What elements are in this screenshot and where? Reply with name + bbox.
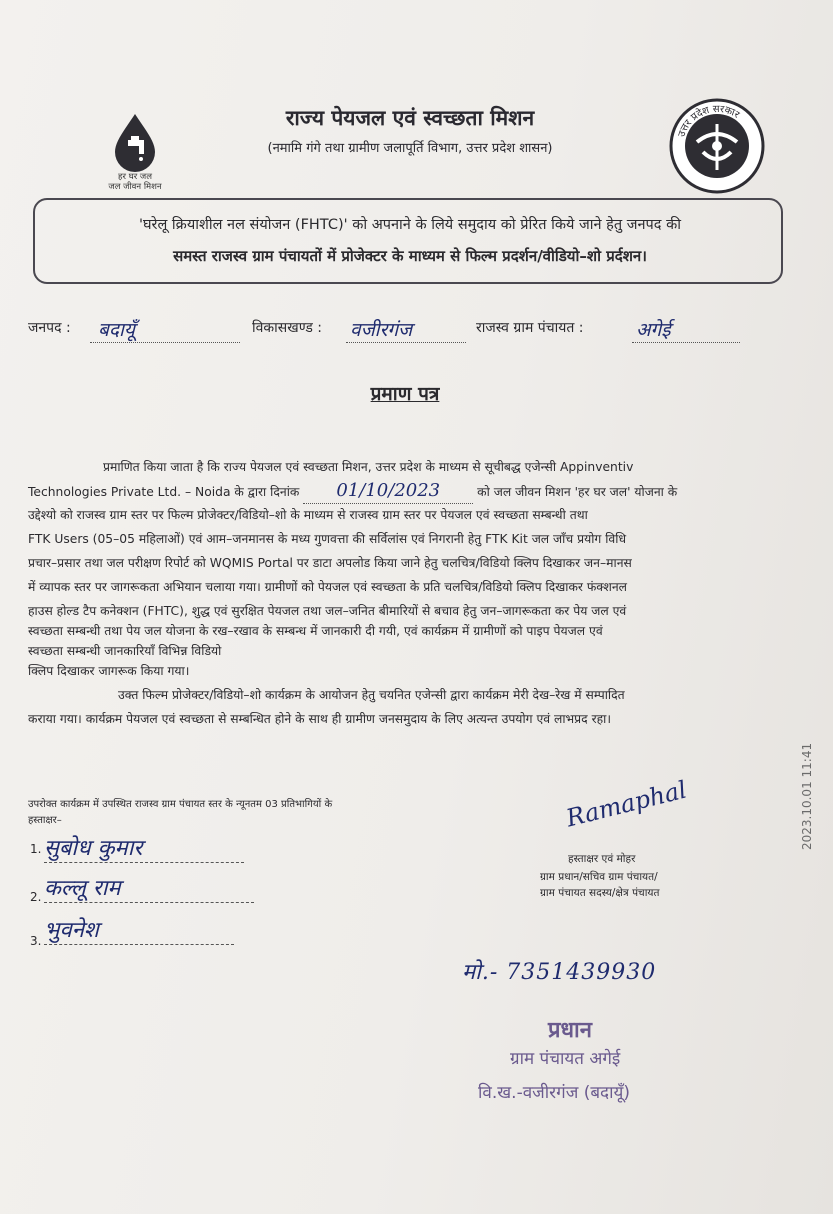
participant-signature: भुवनेश (44, 914, 234, 945)
participant-number: 1. (30, 842, 42, 856)
participant-signature: कल्लू राम (44, 872, 254, 903)
banner-line-1: 'घरेलू क्रियाशील नल संयोजन (FHTC)' को अपनाने के लिये समुदाय को प्रेरित किये जाने हेतु जनपद की (139, 217, 681, 233)
body-line: कराया गया। कार्यक्रम पेयजल एवं स्वच्छता से सम्बन्धित होने के साथ ही ग्रामीण जनसमुदाय के लिए अत्यन्त उपयोग एवं लाभप्रद रहा। (28, 712, 612, 726)
body-line: उक्त फिल्म प्रोजेक्टर/विडियो–शो कार्यक्रम के आयोजन हेतु चयनित एजेन्सी द्वारा कार्यक्रम मेरी देख–रेख में सम्पादित (118, 688, 625, 702)
body-line-date (28, 480, 788, 504)
body-line-text: को जल जीवन मिशन 'हर घर जल' योजना के (477, 485, 678, 499)
photo-timestamp: 2023.10.01 11:41 (800, 742, 814, 850)
mobile-number: मो.- 7351439930 (462, 960, 657, 985)
mission-subtitle: (नमामि गंगे तथा ग्रामीण जलापूर्ति विभाग, उत्तर प्रदेश शासन) (267, 141, 553, 156)
body-line: क्लिप दिखाकर जागरूक किया गया। (28, 664, 190, 678)
logo-caption: हर घर जल जल जीवन मिशन (108, 172, 162, 192)
participant-number: 2. (30, 890, 42, 904)
signatory-caption-1: हस्ताक्षर एवं मोहर (568, 853, 636, 865)
har-ghar-jal-logo (95, 110, 175, 200)
participant-number: 3. (30, 934, 42, 948)
block-label: विकासखण्ड : (252, 320, 323, 336)
body-line-text: Technologies Private Ltd. – Noida के द्वारा दिनांक (28, 485, 300, 499)
certificate-heading: प्रमाण पत्र (370, 383, 440, 405)
date-field (303, 480, 473, 504)
participants-intro: उपरोक्त कार्यक्रम में उपस्थित राजस्व ग्राम पंचायत स्तर के न्यूनतम 03 प्रतिभागियों के (28, 799, 333, 810)
body-line: में व्यापक स्तर पर जागरूकता अभियान चलाया गया। ग्रामीणों को पेयजल एवं स्वच्छता के प्रति चलचित्र/विडियो क्लिप दिखाकर फंक्शनल (28, 580, 628, 594)
body-line: हाउस होल्ड टैप कनेक्शन (FHTC), शुद्ध एवं सुरक्षित पेयजल तथा जल–जनित बीमारियों से बचाव हेतु जन–जागरूकता कर पेय जल एवं (28, 604, 627, 618)
emblem-text: उत्तर प्रदेश सरकार (676, 103, 742, 139)
body-line: प्रचार–प्रसार तथा जल परीक्षण रिपोर्ट को WQMIS Portal पर डाटा अपलोड किया जाने हेतु चलचित्र/विडियो क्लिप दिखाकर जन–मानस (28, 556, 632, 570)
body-line: स्वच्छता सम्बन्धी तथा पेय जल योजना के रख–रखाव के सम्बन्ध में जानकारी दी गयी, एवं कार्यक्रम में ग्रामीणों को पाइप पेयजल एवं (28, 624, 603, 638)
gram-panchayat-field (632, 316, 740, 343)
stamp-line-3: वि.ख.-वजीरगंज (बदायूँ) (478, 1083, 630, 1103)
banner-line-2: समस्त राजस्व ग्राम पंचायतों में प्रोजेक्टर के माध्यम से फिल्म प्रदर्शन/वीडियो–शो प्रर्दशन। (173, 247, 647, 265)
stamp-line-1: प्रधान (548, 1018, 592, 1043)
district-value: बदायूँ (98, 319, 135, 341)
svg-text:उत्तर प्रदेश सरकार (676, 104, 742, 139)
stamp-line-2: ग्राम पंचायत अगेई (510, 1049, 621, 1069)
body-line: स्वच्छता सम्बन्धी जानकारियाँ विभिन्न विडियो (28, 644, 222, 658)
block-field (346, 316, 466, 343)
district-field (90, 316, 240, 343)
gram-panchayat-value: अगेई (636, 319, 671, 341)
participants-intro-2: हस्ताक्षर– (28, 815, 62, 826)
signatory-caption-2: ग्राम प्रधान/सचिव ग्राम पंचायत/ (540, 871, 658, 883)
mission-title: राज्य पेयजल एवं स्वच्छता मिशन (285, 106, 535, 130)
body-line: प्रमाणित किया जाता है कि राज्य पेयजल एवं स्वच्छता मिशन, उत्तर प्रदेश के माध्यम से सूचीबद्ध एजेन्सी Appinventiv (103, 460, 634, 474)
participant-signature: सुबोध कुमार (44, 832, 244, 863)
water-drop-icon (95, 110, 175, 172)
programme-banner (33, 198, 783, 284)
gram-panchayat-label: राजस्व ग्राम पंचायत : (476, 320, 584, 336)
pradhan-signature: Ramaphal (563, 775, 690, 833)
block-value: वजीरगंज (350, 319, 413, 341)
programme-date: 01/10/2023 (336, 480, 441, 501)
body-line: उद्देश्यो को राजस्व ग्राम स्तर पर फिल्म प्रोजेक्टर/विडियो–शो के माध्यम से राजस्व ग्राम स्तर पर पेयजल एवं स्वच्छता सम्बन्धी तथा (28, 508, 588, 522)
up-government-emblem (667, 96, 767, 196)
body-line: FTK Users (05–05 महिलाओं) एवं आम–जनमानस के मध्य गुणवत्ता की सर्विलांस एवं निगरानी हेतु FTK Kit जल जाँच प्रयोग विधि (28, 532, 627, 546)
signatory-caption-3: ग्राम पंचायत सदस्य/क्षेत्र पंचायत (540, 887, 660, 899)
district-label: जनपद : (28, 320, 71, 336)
